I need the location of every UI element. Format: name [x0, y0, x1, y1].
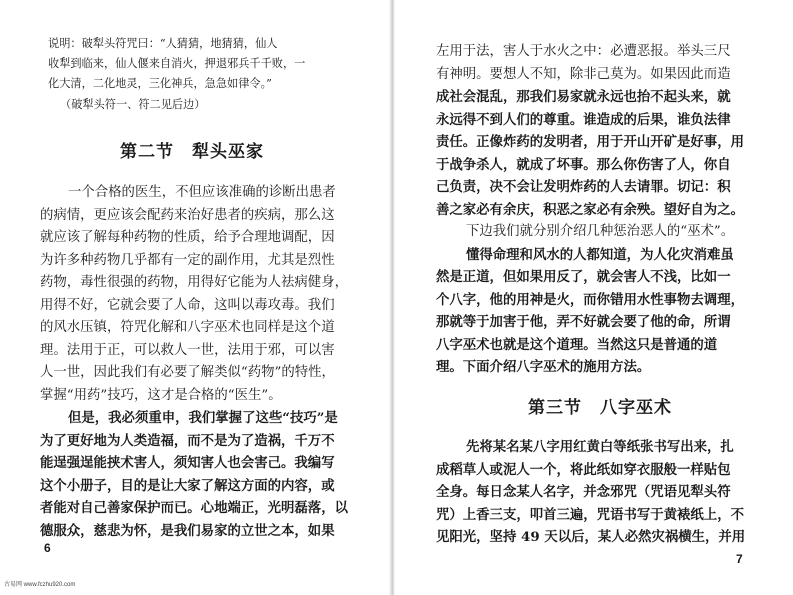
- note-line: 说明：破犁头符咒曰：“人猜猜，地猜猜，仙人: [48, 37, 278, 50]
- body-line: 德服众，慈悲为怀，是我们易家的立世之本，如果: [40, 522, 335, 539]
- method-line: 见阳光，坚持 49 天以后，某人必然灾祸横生，并用: [436, 529, 746, 545]
- page-number: 7: [736, 552, 743, 566]
- body-line: 这个小册子，目的是让大家了解这方面的内容，或: [40, 477, 335, 494]
- body-line: 但是，我必须重申，我们掌握了这些“技巧”是: [68, 410, 338, 426]
- body-line: 为了更好地为人类造福，而不是为了造祸，千万不: [40, 432, 335, 449]
- body-line: 的风水压镇，符咒化解和八字巫术也同样是这个道: [40, 320, 335, 335]
- body-line: 理。下面介绍八字巫术的施用方法。: [436, 359, 651, 375]
- body-line: 就应该了解每种药物的性质，给予合理地调配，因: [40, 230, 335, 245]
- body-line: 八字巫术也就是这个道理。当然这只是普通的道: [436, 336, 718, 353]
- body-line: 理。法用于正，可以救人一世，法用于邪，可以害: [40, 342, 335, 358]
- note-line: 收犁到临来，仙人偃来自消火，押退邪兵千千败，一: [48, 57, 306, 70]
- body-line: 药物，毒性很强的药物，用得好它能为人祛病健身，: [40, 275, 348, 290]
- body-line: 然是正道，但如果用反了，就会害人不浅，比如一: [436, 269, 731, 285]
- method-line: 咒）上香三支，叩首三遍，咒语书写于黄裱纸上，不: [436, 506, 744, 523]
- method-line: 全身。每日念某人名字，并念邪咒（咒语见犁头符: [436, 484, 731, 500]
- body-line: 的病情，更应该会配药来治好患者的疾病，那么这: [40, 207, 335, 223]
- section-number: 第二节: [120, 142, 174, 162]
- body-line: 左用于法，害人于水火之中：必遭恶报。举头三尺: [436, 44, 731, 59]
- body-line: 掌握“用药”技巧，这才是合格的“医生”。: [40, 387, 282, 403]
- body-line: 永远得不到人们的尊重。谁造成的后果，谁负法律: [436, 111, 731, 128]
- section-title: [528, 396, 672, 420]
- page-number: 6: [44, 541, 51, 555]
- body-line: 下边我们就分别介绍几种惩治恶人的“巫术”。: [466, 224, 735, 239]
- body-line: 用得不好，它就会要了人命，这叫以毒攻毒。我们: [40, 297, 335, 313]
- body-line: 一个合格的医生，不但应该准确的诊断出患者: [68, 185, 336, 200]
- section-number: 第三节: [528, 398, 582, 418]
- section-name: 八字巫术: [600, 398, 672, 418]
- section-name: 犁头巫家: [192, 142, 264, 162]
- watermark: 古易网 www.fczhu920.com: [4, 582, 76, 588]
- note-line: （破犁头符一、符二见后边）: [60, 98, 206, 111]
- body-line: 能逞强逞能挟术害人，须知害人也会害己。我编写: [40, 455, 335, 471]
- body-line: 善之家必有余庆，积恶之家必有余殃。望好自为之。: [436, 201, 744, 218]
- body-line: 于战争杀人，就成了坏事。那么你伤害了人，你自: [436, 156, 731, 173]
- body-line: 那就等于加害于他，弄不好就会要了他的命，所谓: [436, 314, 731, 330]
- left-page: [0, 0, 392, 595]
- body-line: 己负责，决不会让发明炸药的人去请罪。切记：积: [436, 179, 731, 195]
- body-line: 责任。正像炸药的发明者，用于开山开矿是好事，用: [436, 134, 744, 150]
- body-line: 为许多种药物几乎都有一定的副作用，尤其是烈性: [40, 252, 335, 268]
- body-line: 懂得命理和风水的人都知道，为人化灾消难虽: [466, 246, 734, 263]
- note-line: 化大清，二化地灵，三化神兵，急急如律令。”: [48, 77, 272, 90]
- body-line: 成社会混乱，那我们易家就永远也抬不起头来，就: [436, 89, 731, 105]
- method-line: 先将某名某八字用红黄白等纸张书写出来，扎: [466, 439, 734, 455]
- body-line: 人一世，因此我们有必要了解类似“药物”的特性，: [40, 365, 335, 380]
- body-line: 者能对自己善家保护而已。心地端正，光明磊落，以: [40, 500, 348, 516]
- right-page: [392, 0, 793, 595]
- section-title: [120, 140, 264, 164]
- method-line: 成稻草人或泥人一个，将此纸如穿衣服般一样贴包: [436, 461, 731, 478]
- body-line: 个八字，他的用神是火，而你错用水性事物去调理，: [436, 291, 744, 308]
- body-line: 有神明。要想人不知，除非己莫为。如果因此而造: [436, 66, 731, 82]
